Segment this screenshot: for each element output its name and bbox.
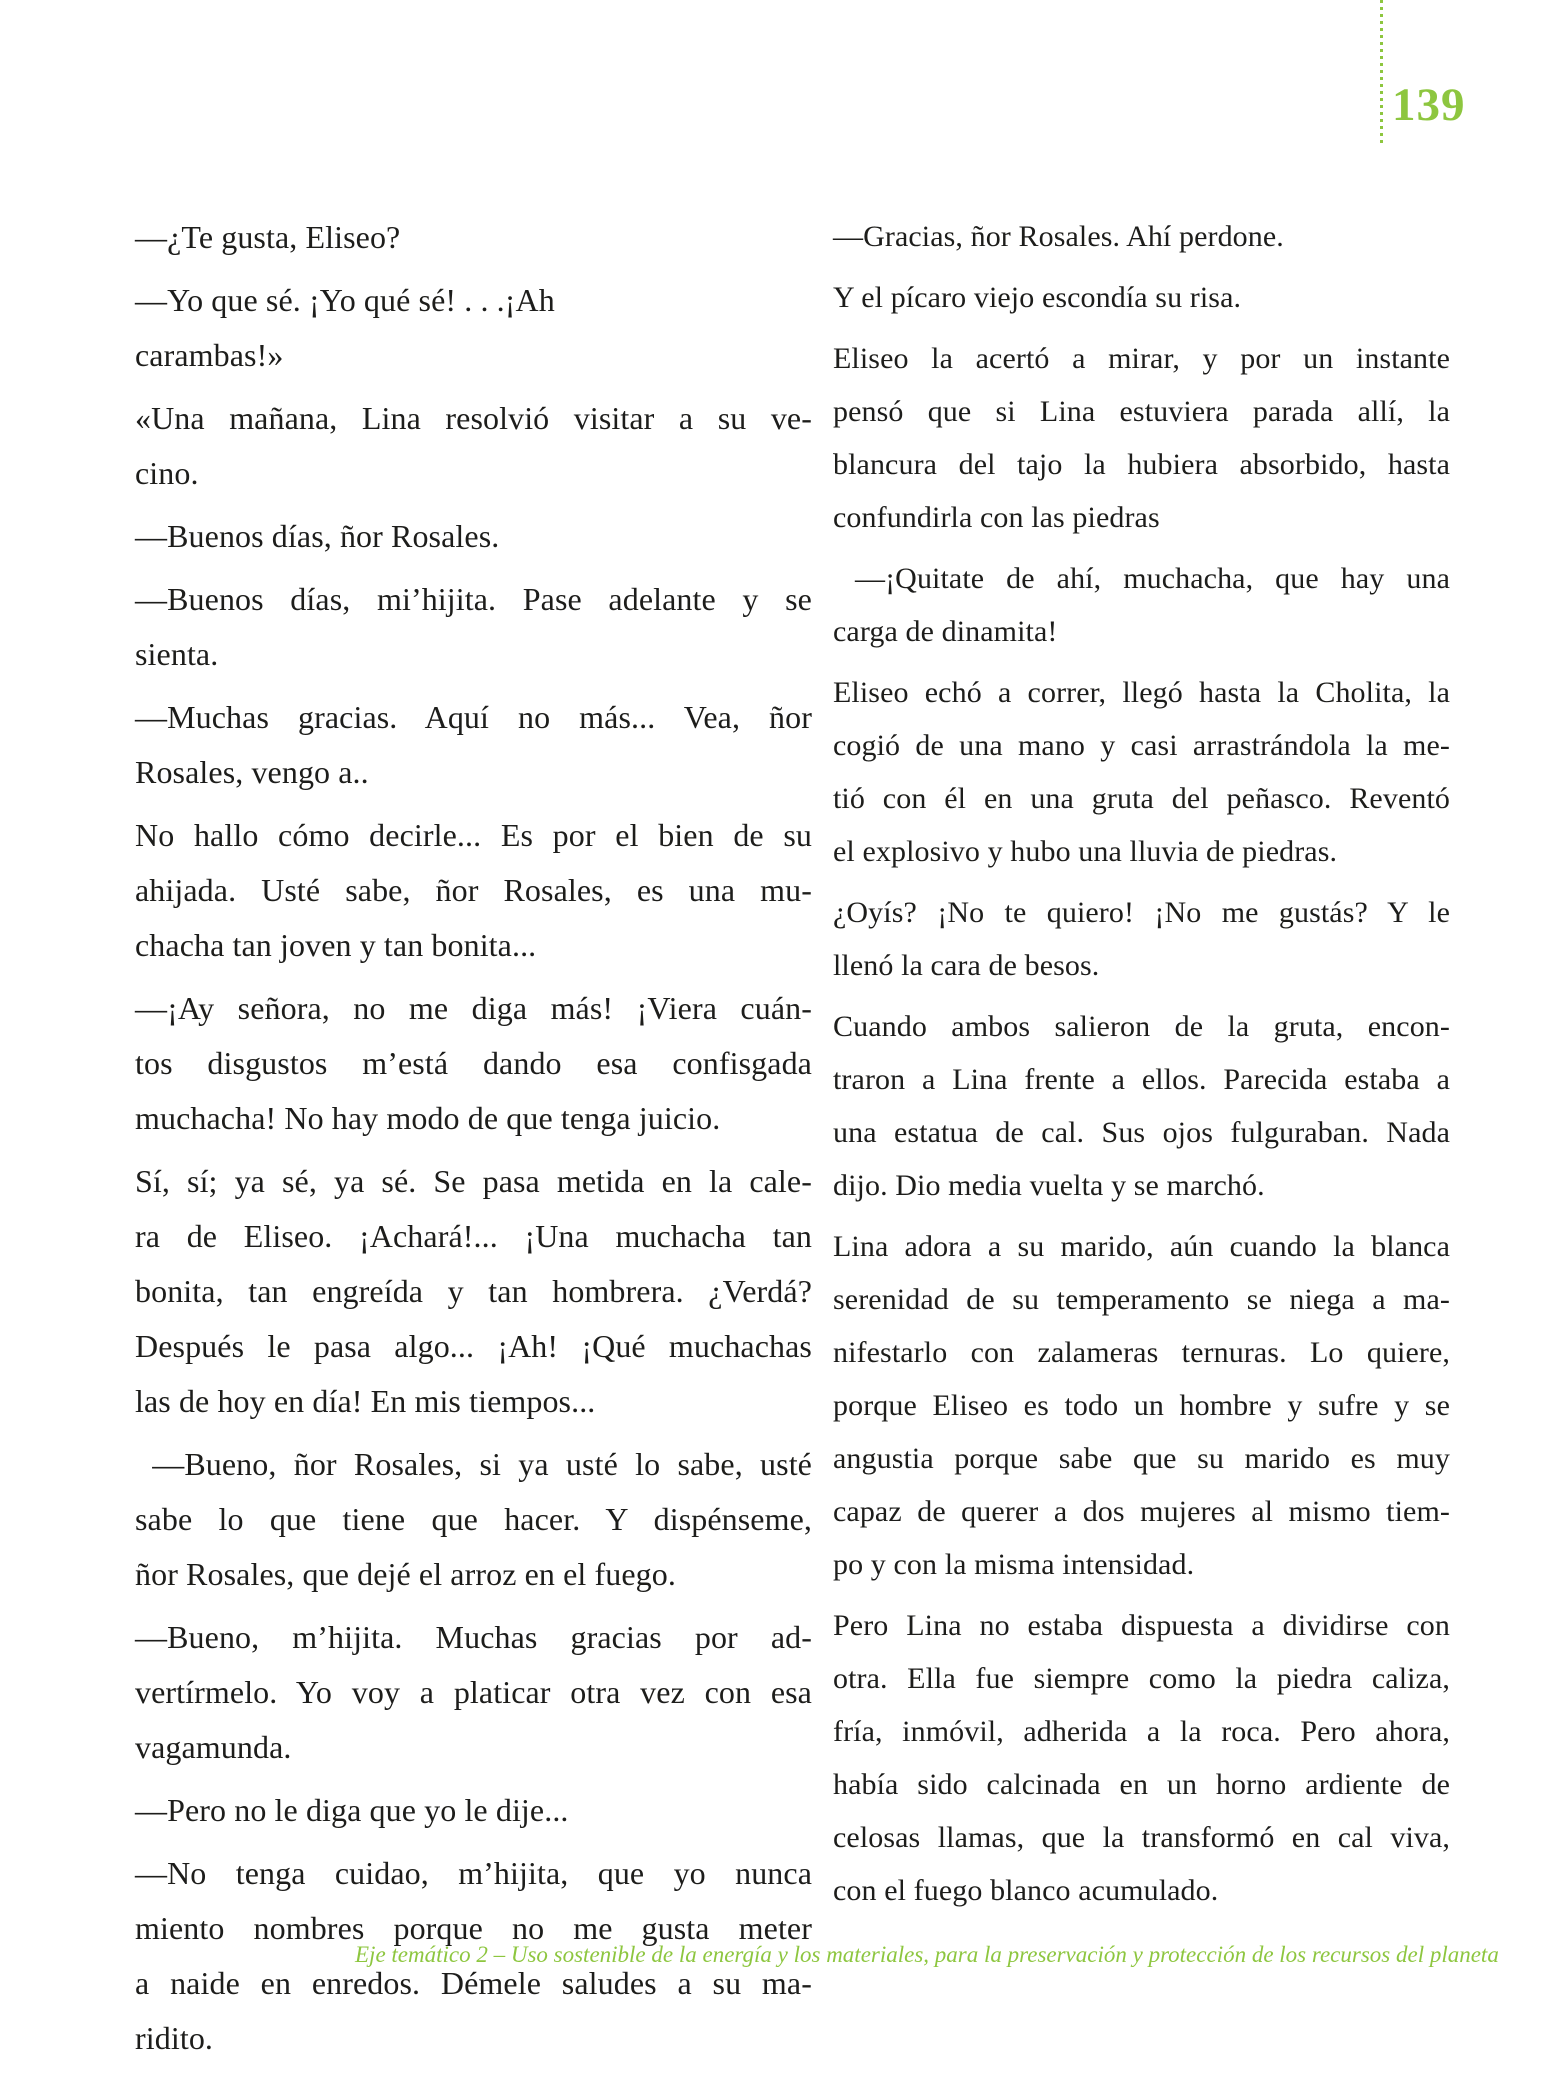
text-line: porque Eliseo es todo un hombre y sufre y se — [833, 1389, 1450, 1422]
text-line: sienta. — [135, 636, 219, 672]
text-line: Cuando ambos salieron de la gruta, encon- — [833, 1010, 1450, 1043]
text-line: traron a Lina frente a ellos. Parecida estaba a — [833, 1063, 1450, 1096]
paragraph — [135, 690, 812, 800]
left-text-column — [135, 210, 812, 2074]
text-line: pensó que si Lina estuviera parada allí, la — [833, 395, 1450, 428]
text-line: No hallo cómo decirle... Es por el bien de su — [135, 817, 812, 853]
paragraph — [135, 273, 812, 383]
text-line: el explosivo y hubo una lluvia de piedras. — [833, 835, 1338, 868]
text-line: «Una mañana, Lina resolvió visitar a su ve- — [135, 400, 812, 436]
paragraph — [135, 572, 812, 682]
text-line: Sí, sí; ya sé, ya sé. Se pasa metida en la cale- — [135, 1163, 812, 1199]
text-line: dijo. Dio media vuelta y se marchó. — [833, 1169, 1265, 1202]
text-line: —Buenos días, ñor Rosales. — [135, 518, 500, 554]
text-line: otra. Ella fue siempre como la piedra caliza, — [833, 1662, 1450, 1695]
paragraph — [833, 332, 1450, 544]
right-text-column — [833, 210, 1450, 1925]
text-line: ñor Rosales, que dejé el arroz en el fuego. — [135, 1556, 676, 1592]
text-line: Rosales, vengo a.. — [135, 754, 369, 790]
paragraph — [833, 1599, 1450, 1917]
text-line: ¿Oyís? ¡No te quiero! ¡No me gustás? Y le — [833, 896, 1450, 929]
text-line: fría, inmóvil, adherida a la roca. Pero ahora, — [833, 1715, 1450, 1748]
text-line: —Muchas gracias. Aquí no más... Vea, ñor — [135, 699, 812, 735]
text-line: llenó la cara de besos. — [833, 949, 1100, 982]
dotted-rule — [1380, 0, 1383, 146]
text-line: —¡Quitate de ahí, muchacha, que hay una — [833, 562, 1450, 595]
text-line: Lina adora a su marido, aún cuando la blanca — [833, 1230, 1450, 1263]
paragraph — [833, 552, 1450, 658]
paragraph — [833, 210, 1450, 263]
paragraph — [833, 1000, 1450, 1212]
paragraph — [135, 808, 812, 973]
text-line: cogió de una mano y casi arrastrándola la me- — [833, 729, 1450, 762]
paragraph — [135, 1437, 812, 1602]
text-line: Y el pícaro viejo escondía su risa. — [833, 281, 1242, 314]
text-line: Eliseo echó a correr, llegó hasta la Cholita, la — [833, 676, 1450, 709]
text-line: —Yo que sé. ¡Yo qué sé! . . .¡Ah — [135, 282, 555, 318]
text-line: tió con él en una gruta del peñasco. Reventó — [833, 782, 1450, 815]
text-line: —¿Te gusta, Eliseo? — [135, 219, 401, 255]
text-line: vertírmelo. Yo voy a platicar otra vez con esa — [135, 1674, 812, 1710]
text-line: serenidad de su temperamento se niega a ma- — [833, 1283, 1450, 1316]
paragraph — [135, 1154, 812, 1429]
text-line: con el fuego blanco acumulado. — [833, 1874, 1219, 1907]
text-line: po y con la misma intensidad. — [833, 1548, 1195, 1581]
text-line: Eliseo la acertó a mirar, y por un instante — [833, 342, 1450, 375]
text-line: confundirla con las piedras — [833, 501, 1160, 534]
text-line: angustia porque sabe que su marido es muy — [833, 1442, 1450, 1475]
text-line: —Pero no le diga que yo le dije... — [135, 1792, 569, 1828]
text-line: celosas llamas, que la transformó en cal viva, — [833, 1821, 1450, 1854]
text-line: blancura del tajo la hubiera absorbido, hasta — [833, 448, 1450, 481]
text-line: Después le pasa algo... ¡Ah! ¡Qué muchachas — [135, 1328, 812, 1364]
text-line: sabe lo que tiene que hacer. Y dispénseme, — [135, 1501, 812, 1537]
text-line: cino. — [135, 455, 199, 491]
paragraph — [833, 886, 1450, 992]
text-line: tos disgustos m’está dando esa confisgada — [135, 1045, 812, 1081]
paragraph — [135, 1610, 812, 1775]
paragraph — [135, 391, 812, 501]
paragraph — [135, 981, 812, 1146]
text-line: bonita, tan engreída y tan hombrera. ¿Verdá? — [135, 1273, 812, 1309]
text-line: vagamunda. — [135, 1729, 292, 1765]
text-line: carga de dinamita! — [833, 615, 1058, 648]
text-line: una estatua de cal. Sus ojos fulguraban. Nada — [833, 1116, 1450, 1149]
text-line: —¡Ay señora, no me diga más! ¡Viera cuán- — [135, 990, 812, 1026]
footer-theme-label: Eje temático 2 – Uso sostenible de la energía y los materiales, para la preservación y protección de los recursos del planeta — [355, 1942, 1499, 1967]
text-line: Pero Lina no estaba dispuesta a dividirse con — [833, 1609, 1450, 1642]
paragraph — [833, 271, 1450, 324]
text-line: nifestarlo con zalameras ternuras. Lo quiere, — [833, 1336, 1450, 1369]
paragraph — [135, 210, 812, 265]
text-line: capaz de querer a dos mujeres al mismo tiem- — [833, 1495, 1450, 1528]
text-line: —Bueno, ñor Rosales, si ya usté lo sabe, usté — [135, 1446, 812, 1482]
text-line: ra de Eliseo. ¡Achará!... ¡Una muchacha tan — [135, 1218, 812, 1254]
text-line: —Bueno, m’hijita. Muchas gracias por ad- — [135, 1619, 812, 1655]
paragraph — [833, 666, 1450, 878]
text-line: chacha tan joven y tan bonita... — [135, 927, 537, 963]
paragraph — [135, 509, 812, 564]
text-line: —Buenos días, mi’hijita. Pase adelante y se — [135, 581, 812, 617]
text-line: ahijada. Usté sabe, ñor Rosales, es una mu- — [135, 872, 812, 908]
text-line: miento nombres porque no me gusta meter — [135, 1910, 812, 1946]
paragraph — [135, 1783, 812, 1838]
text-line: —Gracias, ñor Rosales. Ahí perdone. — [833, 220, 1284, 253]
text-line: ridito. — [135, 2020, 214, 2056]
text-line: —No tenga cuidao, m’hijita, que yo nunca — [135, 1855, 812, 1891]
text-line: a naide en enredos. Démele saludes a su ma- — [135, 1965, 812, 2001]
text-line: muchacha! No hay modo de que tenga juicio. — [135, 1100, 721, 1136]
text-line: carambas!» — [135, 337, 284, 373]
text-line: había sido calcinada en un horno ardiente de — [833, 1768, 1450, 1801]
text-line: las de hoy en día! En mis tiempos... — [135, 1383, 596, 1419]
page-number: 139 — [1392, 79, 1466, 131]
paragraph — [833, 1220, 1450, 1591]
